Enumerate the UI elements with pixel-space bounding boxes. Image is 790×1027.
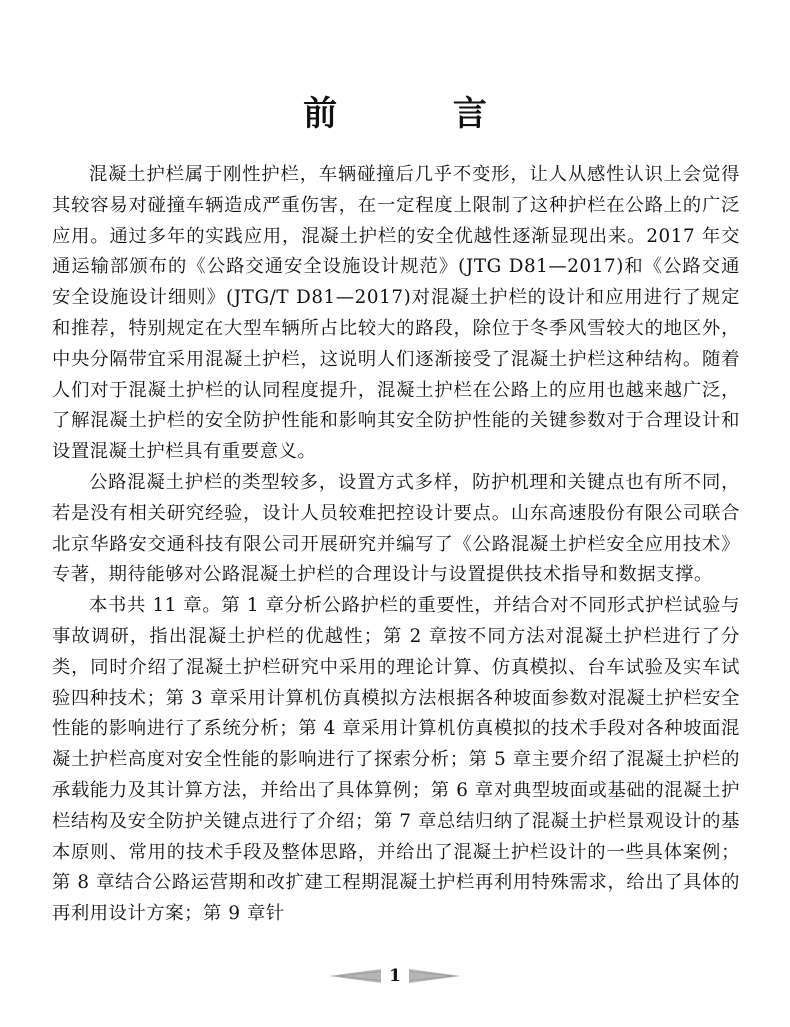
page-title: 前 言 — [303, 93, 539, 134]
page-footer — [0, 964, 790, 988]
page-number: 1 — [389, 966, 401, 986]
left-arrow-ornament-icon — [329, 968, 381, 984]
paragraph-1: 混凝土护栏属于刚性护栏，车辆碰撞后几乎不变形，让人从感性认识上会觉得其较容易对碰撞车辆造成严重伤害，在一定程度上限制了这种护栏在公路上的广泛应用。通过多年的实践应用，混凝土护栏的安全优越性逐渐显现出来。2017 年交通运输部颁布的《公路交通安全设施设计规范》(JTG D81—2017)和《公路交通安全设施设计细则》(JTG/T D81—2017)对混凝土护栏的设计和应用进行了规定和推荐，特别规定在大型车辆所占比较大的路段，除位于冬季风雪较大的地区外，中央分隔带宜采用混凝土护栏，这说明人们逐渐接受了混凝土护栏这种结构。随着人们对于混凝土护栏的认同程度提升，混凝土护栏在公路上的应用也越来越广泛，了解混凝土护栏的安全防护性能和影响其安全防护性能的关键参数对于合理设计和设置混凝土护栏具有重要意义。 — [52, 164, 740, 463]
paragraph-3: 本书共 11 章。第 1 章分析公路护栏的重要性，并结合对不同形式护栏试验与事故调研，指出混凝土护栏的优越性；第 2 章按不同方法对混凝土护栏进行了分类，同时介绍了混凝土护栏研究中采用的理论计算、仿真模拟、台车试验及实车试验四种技术；第 3 章采用计算机仿真模拟方法根据各种坡面参数对混凝土护栏安全性能的影响进行了系统分析；第 4 章采用计算机仿真模拟的技术手段对各种坡面混凝土护栏高度对安全性能的影响进行了探索分析；第 5 章主要介绍了混凝土护栏的承载能力及其计算方法，并给出了具体算例；第 6 章对典型坡面或基础的混凝土护栏结构及安全防护关键点进行了介绍；第 7 章总结归纳了混凝土护栏景观设计的基本原则、常用的技术手段及整体思路，并给出了混凝土护栏设计的一些具体案例；第 8 章结合公路运营期和改扩建工程期混凝土护栏再利用特殊需求，给出了具体的再利用设计方案；第 9 章针 — [52, 595, 740, 925]
preface-body — [52, 160, 740, 930]
right-arrow-ornament-icon — [409, 968, 461, 984]
paragraph-2: 公路混凝土护栏的类型较多，设置方式多样，防护机理和关键点也有所不同，若是没有相关研究经验，设计人员较难把控设计要点。山东高速股份有限公司联合北京华路安交通科技有限公司开展研究并编写了《公路混凝土护栏安全应用技术》专著，期待能够对公路混凝土护栏的合理设计与设置提供技术指导和数据支撑。 — [52, 471, 740, 586]
